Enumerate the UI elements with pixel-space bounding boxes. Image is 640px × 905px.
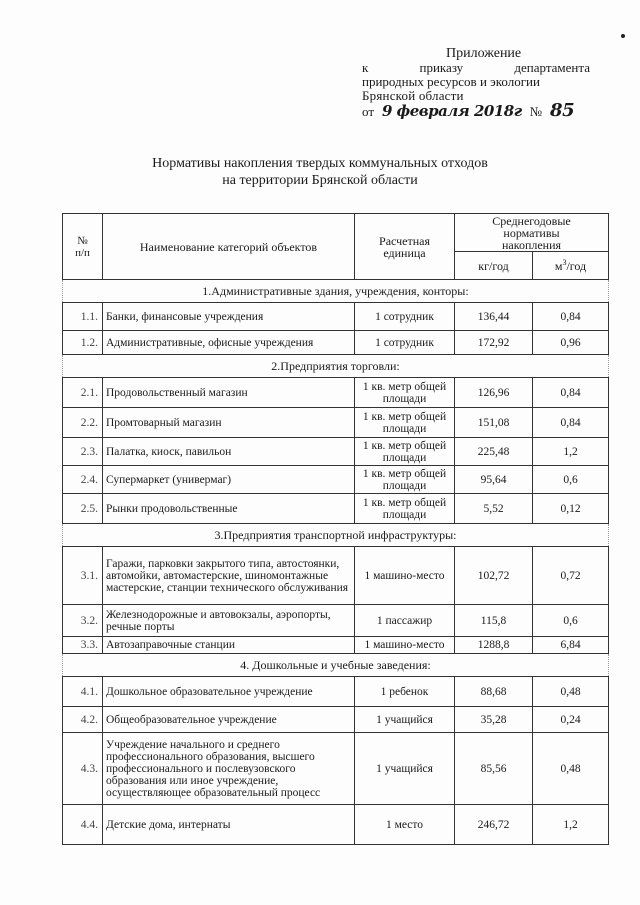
norms-table-body [63, 280, 609, 845]
table-row [63, 637, 609, 654]
table-row [63, 605, 609, 637]
row-unit: 1 место [355, 805, 455, 845]
row-unit: 1 кв. метр общей площади [355, 378, 455, 408]
annex-header [362, 47, 590, 119]
table-row [63, 408, 609, 438]
annex-line-3: природных ресурсов и экологии [362, 74, 540, 89]
section-title: 1.Административные здания, учреждения, конторы: [63, 280, 609, 303]
annex-line-2-left: к [362, 60, 369, 75]
number-label: № [529, 104, 543, 119]
row-number: 4.1. [63, 677, 103, 707]
row-m3-per-year: 0,12 [533, 494, 609, 524]
row-m3-per-year: 1,2 [533, 805, 609, 845]
section-row [63, 280, 609, 303]
row-category-name: Учреждение начального и среднего профессионального образования, высшего профессионального и послевузовского образования или иное учреждение, осуществляющее образовательный процесс [103, 733, 355, 805]
annex-line-2 [362, 61, 590, 75]
header-m3-sup: 3 [562, 257, 567, 267]
row-unit: 1 пассажир [355, 605, 455, 637]
row-m3-per-year: 0,48 [533, 677, 609, 707]
row-category-name: Дошкольное образовательное учреждение [103, 677, 355, 707]
row-unit: 1 кв. метр общей площади [355, 466, 455, 494]
row-number: 2.3. [63, 438, 103, 466]
row-category-name: Рынки продовольственные [103, 494, 355, 524]
header-m3-prefix: м [554, 258, 563, 273]
row-kg-per-year: 102,72 [455, 547, 533, 605]
row-unit: 1 кв. метр общей площади [355, 438, 455, 466]
table-row [63, 733, 609, 805]
row-category-name: Гаражи, парковки закрытого типа, автостоянки, автомойки, автомастерские, шиномонтажные мастерские, станции технического обслуживания [103, 547, 355, 605]
document-title-line-2: на территории Брянской области [222, 173, 418, 188]
section-row [63, 654, 609, 677]
row-kg-per-year: 126,96 [455, 378, 533, 408]
row-kg-per-year: 88,68 [455, 677, 533, 707]
row-number: 1.1. [63, 303, 103, 331]
row-m3-per-year: 0,84 [533, 378, 609, 408]
header-unit: Расчетная единица [355, 214, 455, 280]
row-number: 3.1. [63, 547, 103, 605]
annex-line-4: Брянской области [362, 88, 464, 103]
section-title: 3.Предприятия транспортной инфраструктуры: [63, 524, 609, 547]
row-number: 2.2. [63, 408, 103, 438]
row-number: 3.2. [63, 605, 103, 637]
document-title-line-1: Нормативы накопления твердых коммунальных отходов [152, 156, 488, 171]
row-kg-per-year: 35,28 [455, 707, 533, 733]
header-norms: Среднегодовые нормативы накопления [455, 214, 609, 252]
row-number: 4.2. [63, 707, 103, 733]
table-row [63, 805, 609, 845]
row-m3-per-year: 0,6 [533, 605, 609, 637]
row-category-name: Супермаркет (универмаг) [103, 466, 355, 494]
row-category-name: Детские дома, интернаты [103, 805, 355, 845]
row-category-name: Железнодорожные и автовокзалы, аэропорты, речные порты [103, 605, 355, 637]
row-number: 2.1. [63, 378, 103, 408]
header-kg: кг/год [455, 252, 533, 280]
row-category-name: Автозаправочные станции [103, 637, 355, 654]
row-kg-per-year: 246,72 [455, 805, 533, 845]
table-row [63, 466, 609, 494]
row-unit: 1 учащийся [355, 707, 455, 733]
row-m3-per-year: 0,48 [533, 733, 609, 805]
annex-line-2-right: департамента [514, 60, 590, 75]
table-row [63, 547, 609, 605]
table-row [63, 303, 609, 331]
row-category-name: Общеобразовательное учреждение [103, 707, 355, 733]
header-num: № п/п [63, 214, 103, 280]
row-unit: 1 ребенок [355, 677, 455, 707]
row-unit: 1 машино-место [355, 637, 455, 654]
row-kg-per-year: 1288,8 [455, 637, 533, 654]
row-unit: 1 кв. метр общей площади [355, 408, 455, 438]
norms-table [62, 213, 609, 845]
row-m3-per-year: 0,6 [533, 466, 609, 494]
row-m3-per-year: 0,72 [533, 547, 609, 605]
section-row [63, 355, 609, 378]
row-kg-per-year: 95,64 [455, 466, 533, 494]
row-category-name: Продовольственный магазин [103, 378, 355, 408]
row-number: 3.3. [63, 637, 103, 654]
table-row [63, 378, 609, 408]
table-row [63, 438, 609, 466]
annex-line-2-mid: приказу [419, 60, 464, 75]
row-number: 4.3. [63, 733, 103, 805]
handwritten-number: 85 [550, 100, 575, 121]
row-m3-per-year: 0,84 [533, 408, 609, 438]
row-number: 2.5. [63, 494, 103, 524]
row-m3-per-year: 0,24 [533, 707, 609, 733]
row-category-name: Административные, офисные учреждения [103, 331, 355, 355]
row-unit: 1 учащийся [355, 733, 455, 805]
row-m3-per-year: 6,84 [533, 637, 609, 654]
from-label: от [362, 104, 375, 119]
row-m3-per-year: 0,96 [533, 331, 609, 355]
annex-title: Приложение [446, 46, 522, 61]
header-name: Наименование категорий объектов [103, 214, 355, 280]
table-row [63, 707, 609, 733]
row-kg-per-year: 85,56 [455, 733, 533, 805]
row-unit: 1 сотрудник [355, 331, 455, 355]
row-kg-per-year: 115,8 [455, 605, 533, 637]
section-title: 2.Предприятия торговли: [63, 355, 609, 378]
row-category-name: Промтоварный магазин [103, 408, 355, 438]
table-row [63, 494, 609, 524]
row-number: 1.2. [63, 331, 103, 355]
document-title [90, 155, 550, 189]
section-row [63, 524, 609, 547]
table-row [63, 331, 609, 355]
row-category-name: Банки, финансовые учреждения [103, 303, 355, 331]
header-m3-suffix: /год [566, 258, 587, 273]
scan-mark [621, 34, 625, 38]
row-category-name: Палатка, киоск, павильон [103, 438, 355, 466]
annex-order-line [362, 100, 590, 121]
row-kg-per-year: 225,48 [455, 438, 533, 466]
row-number: 4.4. [63, 805, 103, 845]
row-m3-per-year: 1,2 [533, 438, 609, 466]
row-number: 2.4. [63, 466, 103, 494]
row-kg-per-year: 5,52 [455, 494, 533, 524]
section-title: 4. Дошкольные и учебные заведения: [63, 654, 609, 677]
handwritten-date: 9 февраля 2018г [382, 102, 522, 120]
row-kg-per-year: 136,44 [455, 303, 533, 331]
row-unit: 1 машино-место [355, 547, 455, 605]
row-unit: 1 кв. метр общей площади [355, 494, 455, 524]
row-kg-per-year: 172,92 [455, 331, 533, 355]
header-m3 [533, 252, 609, 280]
row-m3-per-year: 0,84 [533, 303, 609, 331]
row-unit: 1 сотрудник [355, 303, 455, 331]
table-row [63, 677, 609, 707]
row-kg-per-year: 151,08 [455, 408, 533, 438]
